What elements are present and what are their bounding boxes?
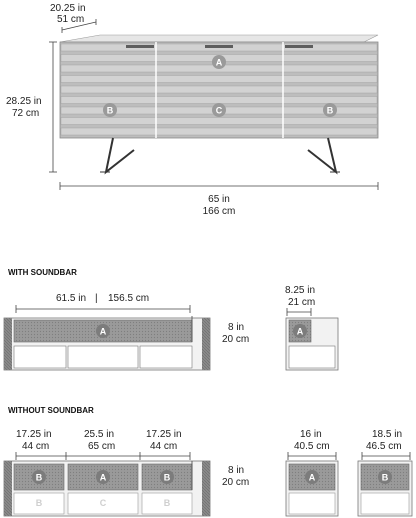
wos-label-c-lower: C: [99, 498, 107, 508]
depth-cm: 51 cm: [57, 14, 85, 25]
without-soundbar-section: [4, 406, 412, 516]
wos-label-b-right: B: [163, 472, 171, 483]
width-in: 65 in: [208, 194, 230, 205]
front-label-a: A: [215, 57, 223, 68]
ws-width-cm: 156.5 cm: [108, 293, 150, 304]
wos-side-a-cm: 40.5 cm: [294, 441, 330, 452]
with-soundbar-heading: WITH SOUNDBAR: [8, 268, 77, 277]
wos-side-b-cm: 46.5 cm: [366, 441, 402, 452]
ws-width-sep: |: [95, 293, 98, 304]
wos-right-cm: 44 cm: [150, 441, 178, 452]
slat: [61, 76, 377, 83]
wos-center-cm: 65 cm: [88, 441, 116, 452]
slat: [61, 118, 377, 125]
wos-height-in: 8 in: [228, 465, 245, 476]
slat: [61, 86, 377, 93]
wos-center-in: 25.5 in: [84, 429, 115, 440]
front-label-b-left: B: [106, 105, 114, 116]
depth-in: 20.25 in: [50, 3, 86, 14]
wos-left-cm: 44 cm: [22, 441, 50, 452]
ws-side-label-a: A: [296, 326, 304, 337]
wos-side-label-b: B: [381, 472, 389, 483]
wos-left-in: 17.25 in: [16, 429, 52, 440]
ws-width-in: 61.5 in: [56, 293, 87, 304]
wos-label-b-right-lower: B: [163, 498, 171, 508]
wos-right-in: 17.25 in: [146, 429, 182, 440]
wos-label-b-left-lower: B: [35, 498, 43, 508]
height-in: 28.25 in: [6, 96, 42, 107]
with-soundbar-section: [4, 268, 338, 370]
front-view: [6, 3, 378, 217]
ws-label-a: A: [99, 326, 107, 337]
height-cm: 72 cm: [12, 108, 40, 119]
wos-height-cm: 20 cm: [222, 477, 250, 488]
width-cm: 166 cm: [202, 206, 236, 217]
wos-label-a: A: [99, 472, 107, 483]
ws-height-in: 8 in: [228, 322, 245, 333]
front-label-c: C: [215, 105, 223, 116]
handle-left: [126, 45, 154, 48]
wos-side-a-in: 16 in: [300, 429, 322, 440]
ws-height-cm: 20 cm: [222, 334, 250, 345]
ws-side-in: 8.25 in: [285, 285, 316, 296]
front-label-b-right: B: [326, 105, 334, 116]
handle-center: [205, 45, 233, 48]
wos-side-label-a: A: [308, 472, 316, 483]
wos-label-b-left: B: [35, 472, 43, 483]
slat: [61, 97, 377, 104]
wos-side-b-in: 18.5 in: [372, 429, 403, 440]
slat: [61, 128, 377, 135]
cabinet-legs: [100, 138, 340, 172]
ws-side-cm: 21 cm: [288, 297, 316, 308]
cabinet-top: [60, 35, 378, 42]
handle-right: [285, 45, 313, 48]
without-soundbar-heading: WITHOUT SOUNDBAR: [8, 406, 94, 415]
